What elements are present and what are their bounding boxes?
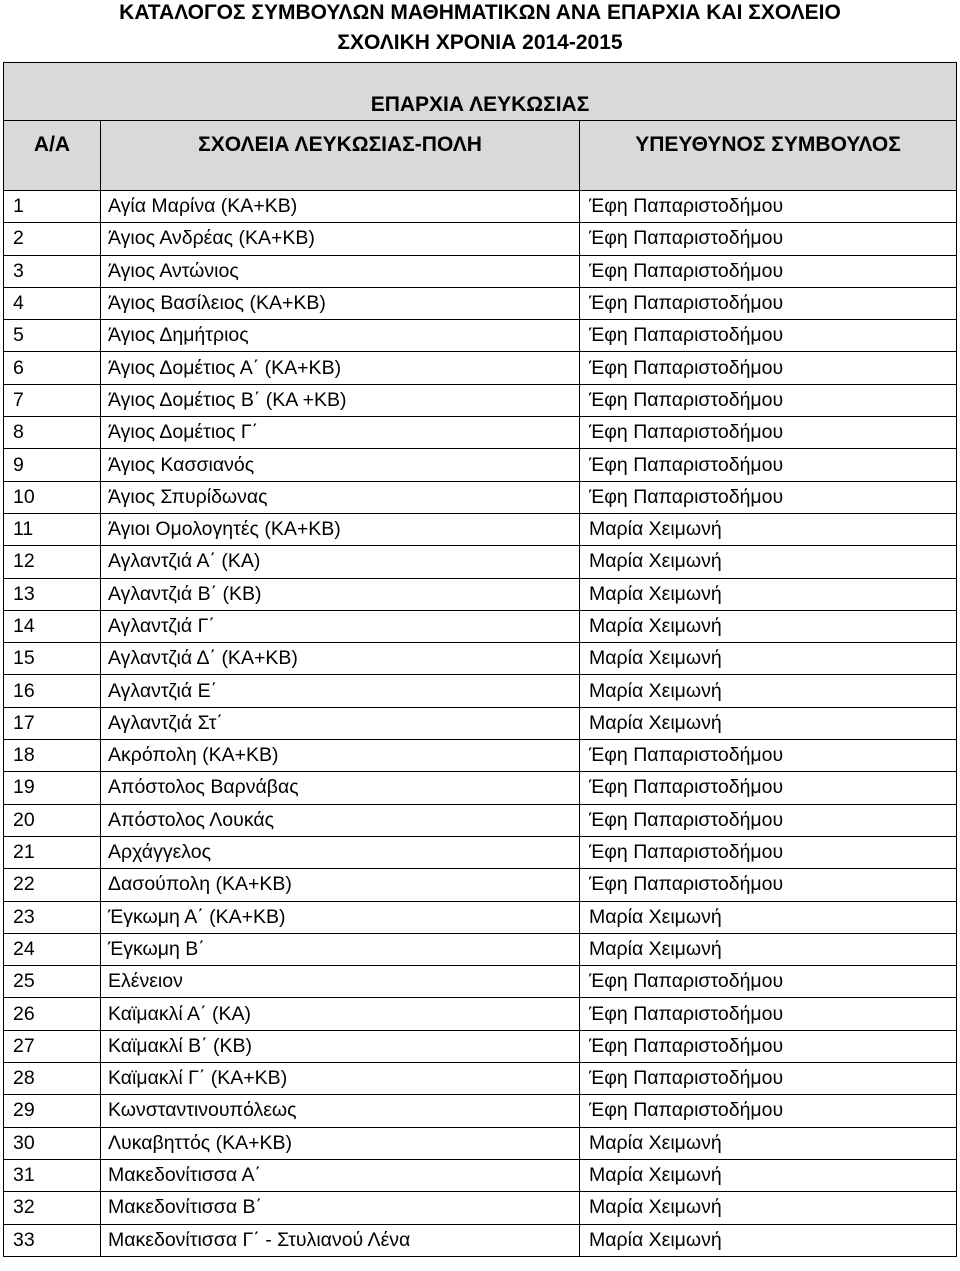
- row-number: 9: [4, 449, 101, 481]
- document-title: ΚΑΤΑΛΟΓΟΣ ΣΥΜΒΟΥΛΩΝ ΜΑΘΗΜΑΤΙΚΩΝ ΑΝΑ ΕΠΑΡΧΙΑ ΚΑΙ ΣΧΟΛΕΙΟ: [119, 1, 841, 24]
- school-name: Απόστολος Λουκάς: [101, 804, 580, 836]
- row-number: 17: [4, 707, 101, 739]
- school-name: Κωνσταντινουπόλεως: [101, 1095, 580, 1127]
- advisor-name: Έφη Παπαριστοδήμου: [580, 255, 957, 287]
- school-name: Αγία Μαρίνα (ΚΑ+ΚΒ): [101, 191, 580, 223]
- table-row: [4, 513, 957, 545]
- row-number: 27: [4, 1030, 101, 1062]
- advisor-name: Μαρία Χειμωνή: [580, 578, 957, 610]
- row-number: 20: [4, 804, 101, 836]
- table-row: [4, 740, 957, 772]
- row-number: 24: [4, 933, 101, 965]
- row-number: 16: [4, 675, 101, 707]
- table-row: [4, 772, 957, 804]
- advisor-name: Έφη Παπαριστοδήμου: [580, 287, 957, 319]
- row-number: 21: [4, 836, 101, 868]
- school-name: Άγιος Δομέτιος Β΄ (ΚΑ +ΚΒ): [101, 384, 580, 416]
- advisor-name: Μαρία Χειμωνή: [580, 901, 957, 933]
- advisor-name: Έφη Παπαριστοδήμου: [580, 320, 957, 352]
- row-number: 13: [4, 578, 101, 610]
- table-row: [4, 546, 957, 578]
- advisor-name: Έφη Παπαριστοδήμου: [580, 1030, 957, 1062]
- school-name: Καϊμακλί Α΄ (ΚΑ): [101, 998, 580, 1030]
- table-row: [4, 384, 957, 416]
- advisor-name: Έφη Παπαριστοδήμου: [580, 740, 957, 772]
- advisor-name: Μαρία Χειμωνή: [580, 933, 957, 965]
- school-name: Ακρόπολη (ΚΑ+ΚΒ): [101, 740, 580, 772]
- advisor-name: Έφη Παπαριστοδήμου: [580, 804, 957, 836]
- table-row: [4, 1063, 957, 1095]
- advisor-name: Έφη Παπαριστοδήμου: [580, 836, 957, 868]
- row-number: 25: [4, 966, 101, 998]
- row-number: 30: [4, 1127, 101, 1159]
- table-row: [4, 675, 957, 707]
- advisor-name: Έφη Παπαριστοδήμου: [580, 869, 957, 901]
- advisor-name: Μαρία Χειμωνή: [580, 675, 957, 707]
- advisor-name: Μαρία Χειμωνή: [580, 1159, 957, 1191]
- school-name: Αγλαντζιά Δ΄ (ΚΑ+ΚΒ): [101, 643, 580, 675]
- advisor-name: Μαρία Χειμωνή: [580, 707, 957, 739]
- school-name: Αρχάγγελος: [101, 836, 580, 868]
- school-name: Ελένειον: [101, 966, 580, 998]
- school-name: Δασούπολη (ΚΑ+ΚΒ): [101, 869, 580, 901]
- table-row: [4, 1127, 957, 1159]
- advisor-name: Έφη Παπαριστοδήμου: [580, 384, 957, 416]
- advisor-name: Μαρία Χειμωνή: [580, 1127, 957, 1159]
- row-number: 29: [4, 1095, 101, 1127]
- table-row: [4, 836, 957, 868]
- school-name: Αγλαντζιά Β΄ (ΚΒ): [101, 578, 580, 610]
- school-name: Αγλαντζιά Γ΄: [101, 610, 580, 642]
- school-name: Άγιος Δημήτριος: [101, 320, 580, 352]
- table-row: [4, 1159, 957, 1191]
- school-name: Μακεδονίτισσα Β΄: [101, 1192, 580, 1224]
- advisor-name: Έφη Παπαριστοδήμου: [580, 481, 957, 513]
- advisor-name: Έφη Παπαριστοδήμου: [580, 772, 957, 804]
- school-name: Καϊμακλί Γ΄ (ΚΑ+ΚΒ): [101, 1063, 580, 1095]
- row-number: 5: [4, 320, 101, 352]
- row-number: 23: [4, 901, 101, 933]
- school-name: Άγιος Κασσιανός: [101, 449, 580, 481]
- advisor-name: Έφη Παπαριστοδήμου: [580, 223, 957, 255]
- advisor-name: Έφη Παπαριστοδήμου: [580, 1095, 957, 1127]
- school-name: Λυκαβηττός (ΚΑ+ΚΒ): [101, 1127, 580, 1159]
- advisor-name: Μαρία Χειμωνή: [580, 1224, 957, 1256]
- schools-table: [3, 190, 956, 1257]
- table-header: [3, 62, 956, 191]
- row-number: 22: [4, 869, 101, 901]
- advisor-name: Μαρία Χειμωνή: [580, 513, 957, 545]
- table-row: [4, 869, 957, 901]
- school-name: Άγιος Αντώνιος: [101, 255, 580, 287]
- row-number: 14: [4, 610, 101, 642]
- school-name: Μακεδονίτισσα Γ΄ - Στυλιανού Λένα: [101, 1224, 580, 1256]
- school-name: Αγλαντζιά Α΄ (ΚΑ): [101, 546, 580, 578]
- school-name: Άγιος Δομέτιος Α΄ (ΚΑ+ΚΒ): [101, 352, 580, 384]
- row-number: 18: [4, 740, 101, 772]
- school-name: Αγλαντζιά Στ΄: [101, 707, 580, 739]
- district-heading: ΕΠΑΡΧΙΑ ΛΕΥΚΩΣΙΑΣ: [4, 63, 957, 121]
- row-number: 12: [4, 546, 101, 578]
- school-name: Άγιος Ανδρέας (ΚΑ+ΚΒ): [101, 223, 580, 255]
- advisor-name: Μαρία Χειμωνή: [580, 643, 957, 675]
- table-row: [4, 1224, 957, 1256]
- table-row: [4, 481, 957, 513]
- table-row: [4, 643, 957, 675]
- row-number: 32: [4, 1192, 101, 1224]
- advisor-name: Μαρία Χειμωνή: [580, 610, 957, 642]
- table-row: [4, 578, 957, 610]
- school-name: Καϊμακλί Β΄ (ΚΒ): [101, 1030, 580, 1062]
- row-number: 26: [4, 998, 101, 1030]
- table-row: [4, 287, 957, 319]
- row-number: 1: [4, 191, 101, 223]
- advisor-name: Μαρία Χειμωνή: [580, 546, 957, 578]
- table-row: [4, 320, 957, 352]
- table-row: [4, 966, 957, 998]
- column-header-schools: ΣΧΟΛΕΙΑ ΛΕΥΚΩΣΙΑΣ-ΠΟΛΗ: [101, 121, 580, 191]
- table-row: [4, 352, 957, 384]
- table-row: [4, 191, 957, 223]
- row-number: 19: [4, 772, 101, 804]
- table-row: [4, 1030, 957, 1062]
- school-year-title: ΣΧΟΛΙΚΗ ΧΡΟΝΙΑ 2014-2015: [337, 31, 623, 54]
- advisor-name: Έφη Παπαριστοδήμου: [580, 352, 957, 384]
- row-number: 31: [4, 1159, 101, 1191]
- table-row: [4, 804, 957, 836]
- school-name: Άγιοι Ομολογητές (ΚΑ+ΚΒ): [101, 513, 580, 545]
- row-number: 2: [4, 223, 101, 255]
- row-number: 3: [4, 255, 101, 287]
- advisor-name: Έφη Παπαριστοδήμου: [580, 191, 957, 223]
- table-row: [4, 1095, 957, 1127]
- table-row: [4, 449, 957, 481]
- school-name: Έγκωμη Β΄: [101, 933, 580, 965]
- advisor-name: Έφη Παπαριστοδήμου: [580, 998, 957, 1030]
- school-name: Αγλαντζιά Ε΄: [101, 675, 580, 707]
- advisor-name: Μαρία Χειμωνή: [580, 1192, 957, 1224]
- school-name: Απόστολος Βαρνάβας: [101, 772, 580, 804]
- table-row: [4, 417, 957, 449]
- school-name: Έγκωμη Α΄ (ΚΑ+ΚΒ): [101, 901, 580, 933]
- row-number: 28: [4, 1063, 101, 1095]
- row-number: 7: [4, 384, 101, 416]
- row-number: 33: [4, 1224, 101, 1256]
- advisor-name: Έφη Παπαριστοδήμου: [580, 1063, 957, 1095]
- advisor-name: Έφη Παπαριστοδήμου: [580, 417, 957, 449]
- row-number: 8: [4, 417, 101, 449]
- table-row: [4, 707, 957, 739]
- row-number: 11: [4, 513, 101, 545]
- row-number: 4: [4, 287, 101, 319]
- table-row: [4, 223, 957, 255]
- school-name: Άγιος Βασίλειος (ΚΑ+ΚΒ): [101, 287, 580, 319]
- row-number: 15: [4, 643, 101, 675]
- table-row: [4, 901, 957, 933]
- advisor-name: Έφη Παπαριστοδήμου: [580, 966, 957, 998]
- column-header-number: Α/Α: [4, 121, 101, 191]
- table-row: [4, 255, 957, 287]
- table-row: [4, 998, 957, 1030]
- column-header-advisor: ΥΠΕΥΘΥΝΟΣ ΣΥΜΒΟΥΛΟΣ: [580, 121, 957, 191]
- table-row: [4, 1192, 957, 1224]
- row-number: 6: [4, 352, 101, 384]
- advisor-name: Έφη Παπαριστοδήμου: [580, 449, 957, 481]
- row-number: 10: [4, 481, 101, 513]
- school-name: Μακεδονίτισσα Α΄: [101, 1159, 580, 1191]
- school-name: Άγιος Δομέτιος Γ΄: [101, 417, 580, 449]
- table-row: [4, 933, 957, 965]
- school-name: Άγιος Σπυρίδωνας: [101, 481, 580, 513]
- table-row: [4, 610, 957, 642]
